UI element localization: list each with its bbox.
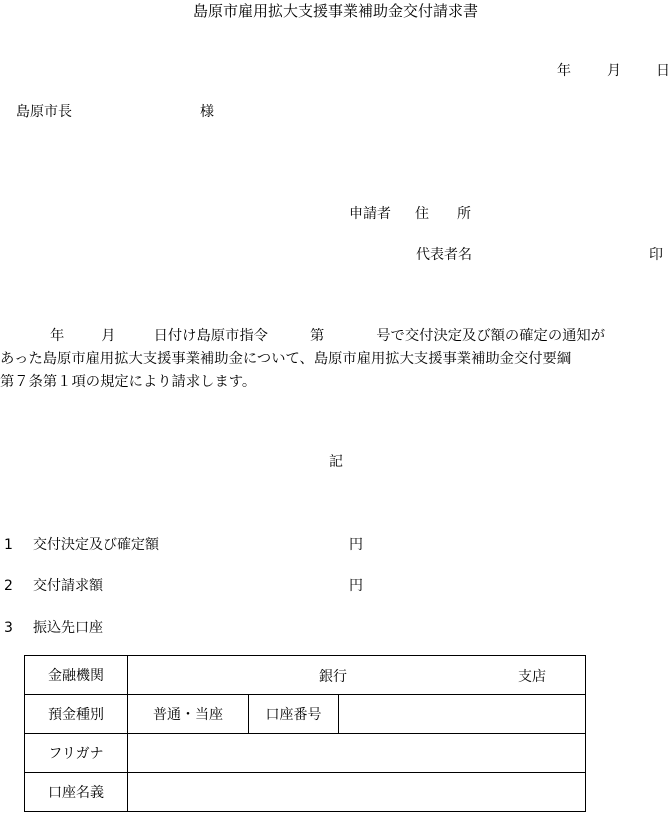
addressee-honorific: 様	[200, 104, 214, 120]
account-holder-label: 口座名義	[25, 773, 128, 812]
item-2-unit: 円	[349, 578, 363, 594]
ki-heading: 記	[329, 454, 343, 470]
body-dai: 第	[309, 328, 325, 344]
date-day-label: 日	[656, 63, 670, 79]
item-3-label: 振込先口座	[33, 620, 103, 636]
body-dated: 日付け島原市指令	[153, 328, 268, 344]
body-rest: 号で交付決定及び額の確定の通知が	[376, 328, 606, 344]
seal-mark: 印	[649, 247, 663, 263]
addressee-name: 島原市長	[16, 104, 72, 120]
body-year: 年	[50, 328, 65, 344]
item-2-number: 2	[4, 578, 13, 594]
body-month: 月	[101, 328, 116, 344]
date-month-label: 月	[607, 63, 621, 79]
item-1-unit: 円	[349, 537, 363, 553]
applicant-representative-label: 代表者名	[416, 247, 472, 263]
item-1-number: 1	[4, 537, 13, 553]
deposit-type-options[interactable]: 普通・当座	[128, 695, 249, 734]
body-line-1	[0, 325, 671, 348]
deposit-type-label: 預金種別	[25, 695, 128, 734]
branch-suffix: 支店	[518, 669, 546, 685]
bank-field[interactable]	[128, 656, 586, 695]
account-number-label: 口座番号	[249, 695, 339, 734]
document-title: 島原市雇用拡大支援事業補助金交付請求書	[192, 2, 478, 20]
furigana-label: フリガナ	[25, 734, 128, 773]
bank-label: 金融機関	[25, 656, 128, 695]
account-number-field[interactable]	[339, 695, 586, 734]
account-holder-field[interactable]	[128, 773, 586, 812]
item-1-label: 交付決定及び確定額	[33, 537, 159, 553]
item-2-label: 交付請求額	[33, 578, 103, 594]
bank-suffix: 銀行	[319, 669, 347, 685]
request-body	[0, 325, 671, 394]
date-year-label: 年	[557, 63, 571, 79]
bank-row	[25, 656, 586, 695]
body-line-3: 第７条第１項の規定により請求します。	[0, 374, 257, 390]
item-3-number: 3	[4, 620, 13, 636]
furigana-field[interactable]	[128, 734, 586, 773]
deposit-type-row	[25, 695, 586, 734]
body-line-2: あった島原市雇用拡大支援事業補助金について、島原市雇用拡大支援事業補助金交付要綱	[0, 351, 572, 367]
holder-row	[25, 773, 586, 812]
applicant-address-label: 住 所	[415, 206, 471, 222]
bank-account-table	[24, 655, 586, 812]
applicant-label: 申請者	[349, 206, 391, 222]
furigana-row	[25, 734, 586, 773]
